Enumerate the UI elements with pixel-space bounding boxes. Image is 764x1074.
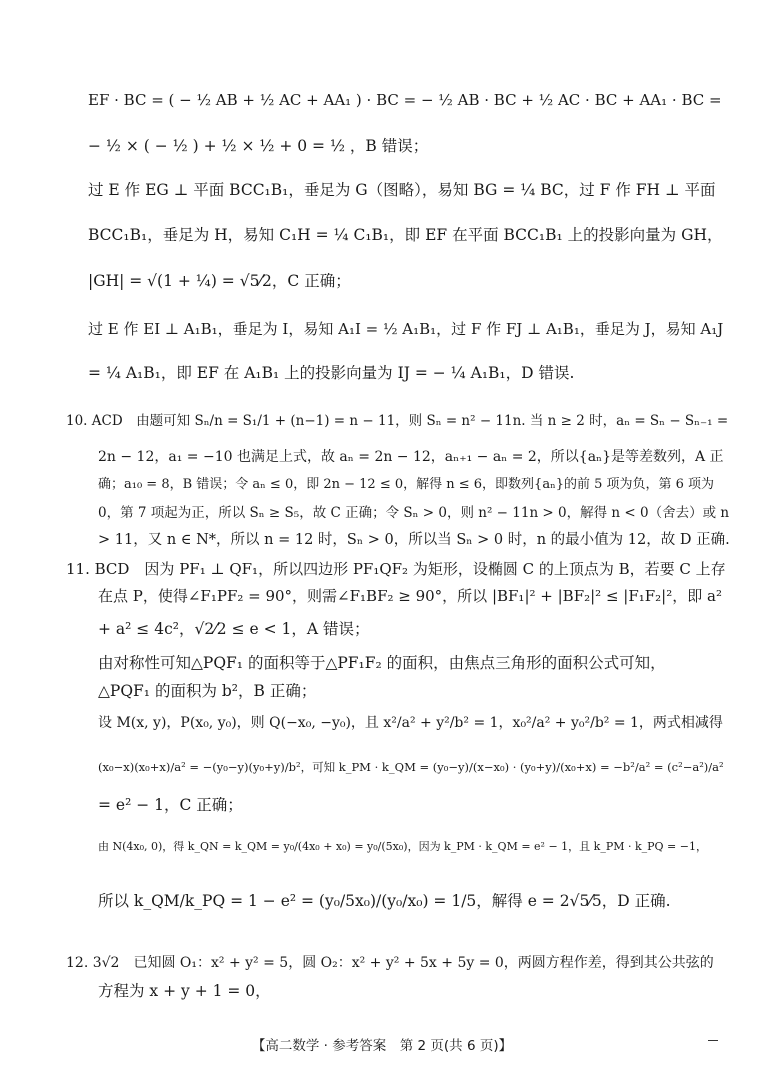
text-line: 过 E 作 EI ⊥ A₁B₁，垂足为 I，易知 A₁I = ½ A₁B₁，过 F 作 FJ ⊥ A₁B₁，垂足为 J，易知 A₁J [88, 320, 724, 338]
text-line: 由 N(4x₀, 0)，得 k_QN = k_QM = y₀/(4x₀ + x₀) = y₀/(5x₀)，因为 k_PM · k_QM = e² − 1，且 k_PM · k_PQ = −1， [98, 840, 707, 853]
text-line: EF · BC = ( − ½ AB + ½ AC + AA₁ ) · BC = − ½ AB · BC + ½ AC · BC + AA₁ · BC = [88, 91, 722, 109]
text-line: 确；a₁₀ = 8，B 错误；令 aₙ ≤ 0，即 2n − 12 ≤ 0，解得 n ≤ 6，即数列{aₙ}的前 5 项为负，第 6 项为 [98, 477, 715, 492]
text-line: = ¼ A₁B₁，即 EF 在 A₁B₁ 上的投影向量为 IJ = − ¼ A₁B₁，D 错误. [88, 364, 575, 382]
text-line: 设 M(x, y)，P(x₀, y₀)，则 Q(−x₀, −y₀)，且 x²/a² + y²/b² = 1，x₀²/a² + y₀²/b² = 1，两式相减得 [98, 715, 723, 731]
answer-12-line: 12. 3√2 已知圆 O₁：x² + y² = 5，圆 O₂：x² + y² + 5x + 5y = 0，两圆方程作差，得到其公共弦的 [66, 955, 714, 971]
text-line: − ½ × ( − ½ ) + ½ × ½ + 0 = ½ ，B 错误； [88, 137, 429, 155]
text-line: = e² − 1，C 正确； [98, 796, 243, 814]
text-line: 所以 k_QM/k_PQ = 1 − e² = (y₀/5x₀)/(y₀/x₀) = 1/5，解得 e = 2√5⁄5，D 正确. [98, 892, 671, 910]
text-line: 方程为 x + y + 1 = 0， [98, 982, 271, 1000]
text-line: 0，第 7 项起为正，所以 Sₙ ≥ S₅，故 C 正确；令 Sₙ > 0，则 n² − 11n > 0，解得 n < 0（舍去）或 n [98, 505, 730, 521]
text-line: BCC₁B₁，垂足为 H，易知 C₁H = ¼ C₁B₁，即 EF 在平面 BCC₁B₁ 上的投影向量为 GH， [88, 226, 723, 244]
text-line: 由对称性可知△PQF₁ 的面积等于△PF₁F₂ 的面积，由焦点三角形的面积公式可知， [98, 654, 666, 672]
answer-10-line: 10. ACD 由题可知 Sₙ/n = S₁/1 + (n−1) = n − 11，则 Sₙ = n² − 11n. 当 n ≥ 2 时，aₙ = Sₙ − Sₙ₋₁ = [66, 413, 729, 429]
text-line: > 11，又 n ∈ N*，所以 n = 12 时，Sₙ > 0，所以当 Sₙ > 0 时，n 的最小值为 12，故 D 正确. [98, 532, 730, 548]
page-footer: 【高二数学 · 参考答案 第 2 页(共 6 页)】 [251, 1038, 513, 1054]
answer-11-line: 11. BCD 因为 PF₁ ⊥ QF₁，所以四边形 PF₁QF₂ 为矩形，设椭圆 C 的上顶点为 B，若要 C 上存 [66, 560, 726, 578]
text-line: 2n − 12，a₁ = −10 也满足上式，故 aₙ = 2n − 12，aₙ₊₁ − aₙ = 2，所以{aₙ}是等差数列，A 正 [98, 449, 724, 465]
text-line: 在点 P，使得∠F₁PF₂ = 90°，则需∠F₁BF₂ ≥ 90°，所以 |BF₁|² + |BF₂|² ≤ |F₁F₂|²，即 a² [98, 587, 722, 605]
text-line: △PQF₁ 的面积为 b²，B 正确； [98, 682, 317, 700]
text-line: 过 E 作 EG ⊥ 平面 BCC₁B₁，垂足为 G（图略），易知 BG = ¼ BC，过 F 作 FH ⊥ 平面 [88, 181, 716, 199]
text-line: + a² ≤ 4c²，√2⁄2 ≤ e < 1，A 错误； [98, 620, 370, 638]
footer-dash [708, 1040, 718, 1041]
text-line: (x₀−x)(x₀+x)/a² = −(y₀−y)(y₀+y)/b²，可知 k_PM · k_QM = (y₀−y)/(x−x₀) · (y₀+y)/(x₀+x) = −b²/a² = (c²−a²)/a² [98, 760, 724, 774]
text-line: |GH| = √(1 + ¼) = √5⁄2，C 正确； [88, 272, 351, 290]
